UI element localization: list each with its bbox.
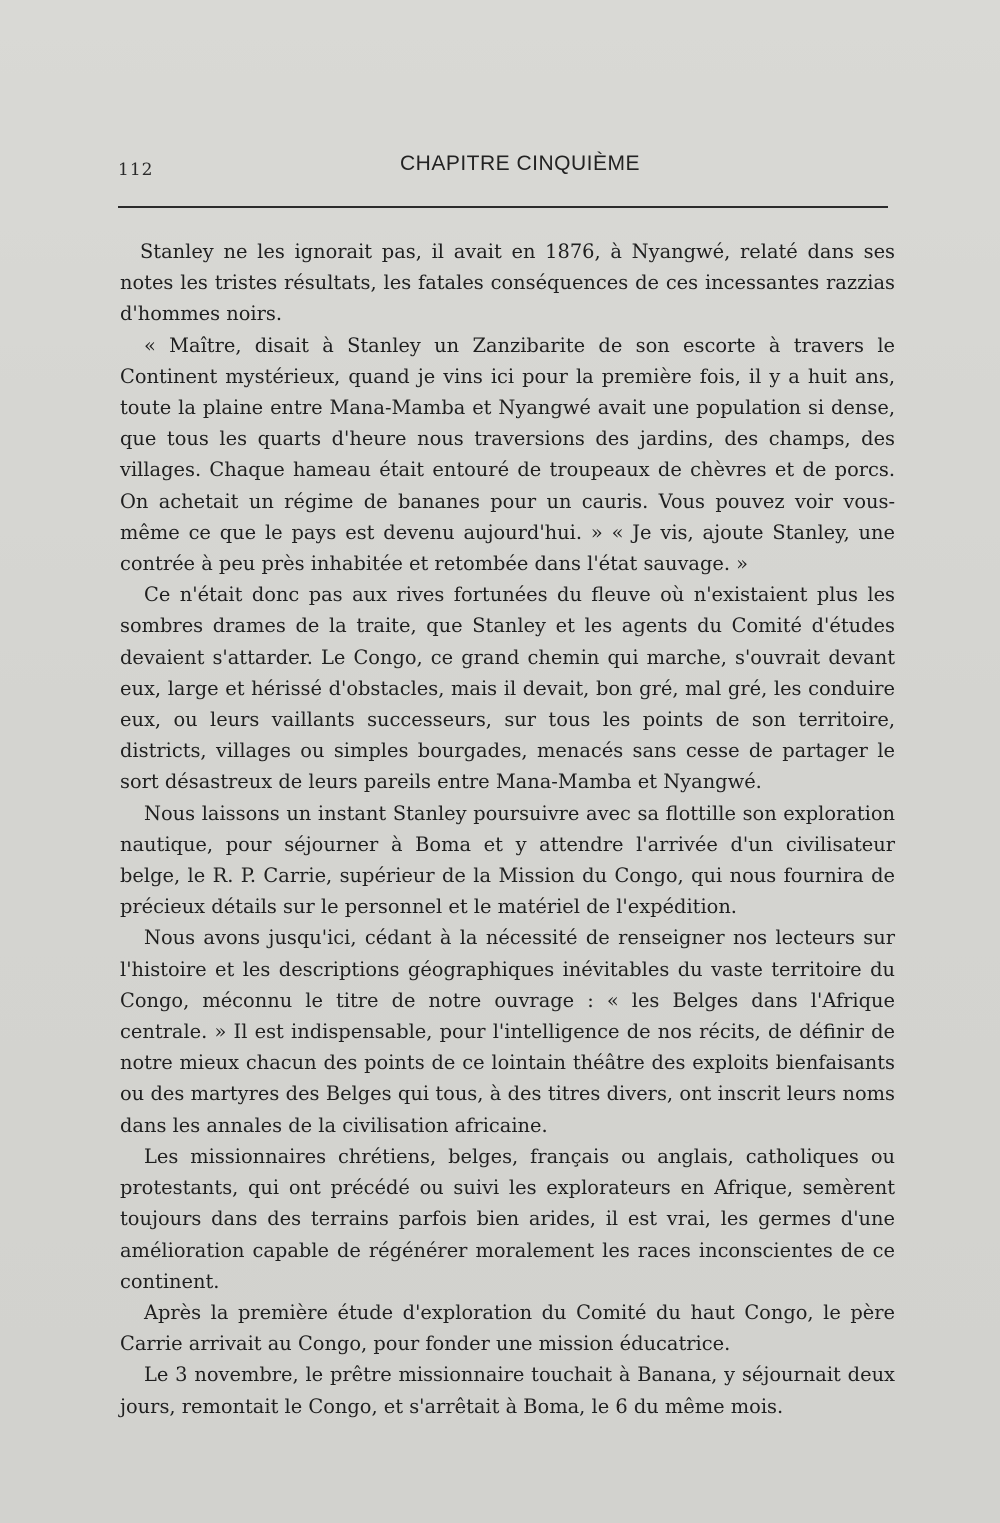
header-rule (118, 206, 888, 208)
page-number: 112 (118, 160, 154, 180)
paragraph: Nous laissons un instant Stanley poursuivre avec sa flottille son exploration nautique, pour séjourner à Boma et y attendre l'arrivée d'un civilisateur belge, le R. P. Carrie, supérieur de la Mission du Congo, qui nous fournira de précieux détails sur le personnel et le matériel de l'expédition. (120, 801, 895, 919)
body-text (120, 236, 895, 1422)
paragraph: Après la première étude d'exploration du Comité du haut Congo, le père Carrie arrivait au Congo, pour fonder une mission éducatrice. (120, 1300, 895, 1356)
paragraph: Les missionnaires chrétiens, belges, français ou anglais, catholiques ou protestants, qui ont précédé ou suivi les explorateurs en Afrique, semèrent toujours dans des terrains parfois bien arides, il est vrai, les germes d'une amélioration capable de régénérer moralement les races inconscientes de ce continent. (120, 1144, 895, 1293)
paragraph: Ce n'était donc pas aux rives fortunées du fleuve où n'existaient plus les sombres drames de la traite, que Stanley et les agents du Comité d'études devaient s'attarder. Le Congo, ce grand chemin qui marche, s'ouvrait devant eux, large et hérissé d'obstacles, mais il devait, bon gré, mal gré, les conduire eux, ou leurs vaillants successeurs, sur tous les points de son territoire, districts, villages ou simples bourgades, menacés sans cesse de partager le sort désastreux de leurs pareils entre Mana-Mamba et Nyangwé. (120, 583, 895, 794)
paragraph: Nous avons jusqu'ici, cédant à la nécessité de renseigner nos lecteurs sur l'histoire et les descriptions géographiques inévitables du vaste territoire du Congo, méconnu le titre de notre ouvrage : « les Belges dans l'Afrique centrale. » Il est indispensable, pour l'intelligence de nos récits, de définir de notre mieux chacun des points de ce lointain théâtre des exploits bienfaisants ou des martyres des Belges qui tous, à des titres divers, ont inscrit leurs noms dans les annales de la civilisation africaine. (120, 926, 895, 1137)
paragraph: Le 3 novembre, le prêtre missionnaire touchait à Banana, y séjournait deux jours, remontait le Congo, et s'arrêtait à Boma, le 6 du même mois. (120, 1363, 895, 1418)
paragraph: Stanley ne les ignorait pas, il avait en 1876, à Nyangwé, relaté dans ses notes les tristes résultats, les fatales conséquences de ces incessantes razzias d'hommes noirs. (120, 240, 895, 326)
paragraph: « Maître, disait à Stanley un Zanzibarite de son escorte à travers le Continent mystérieux, quand je vins ici pour la première fois, il y a huit ans, toute la plaine entre Mana-Mamba et Nyangwé avait une population si dense, que tous les quarts d'heure nous traversions des jardins, des champs, des villages. Chaque hameau était entouré de troupeaux de chèvres et de porcs. On achetait un régime de bananes pour un cauris. Vous pouvez voir vous-même ce que le pays est devenu aujourd'hui. » « Je vis, ajoute Stanley, une contrée à peu près inhabitée et retombée dans l'état sauvage. » (120, 333, 895, 576)
running-head: CHAPITRE CINQUIÈME (399, 152, 641, 175)
